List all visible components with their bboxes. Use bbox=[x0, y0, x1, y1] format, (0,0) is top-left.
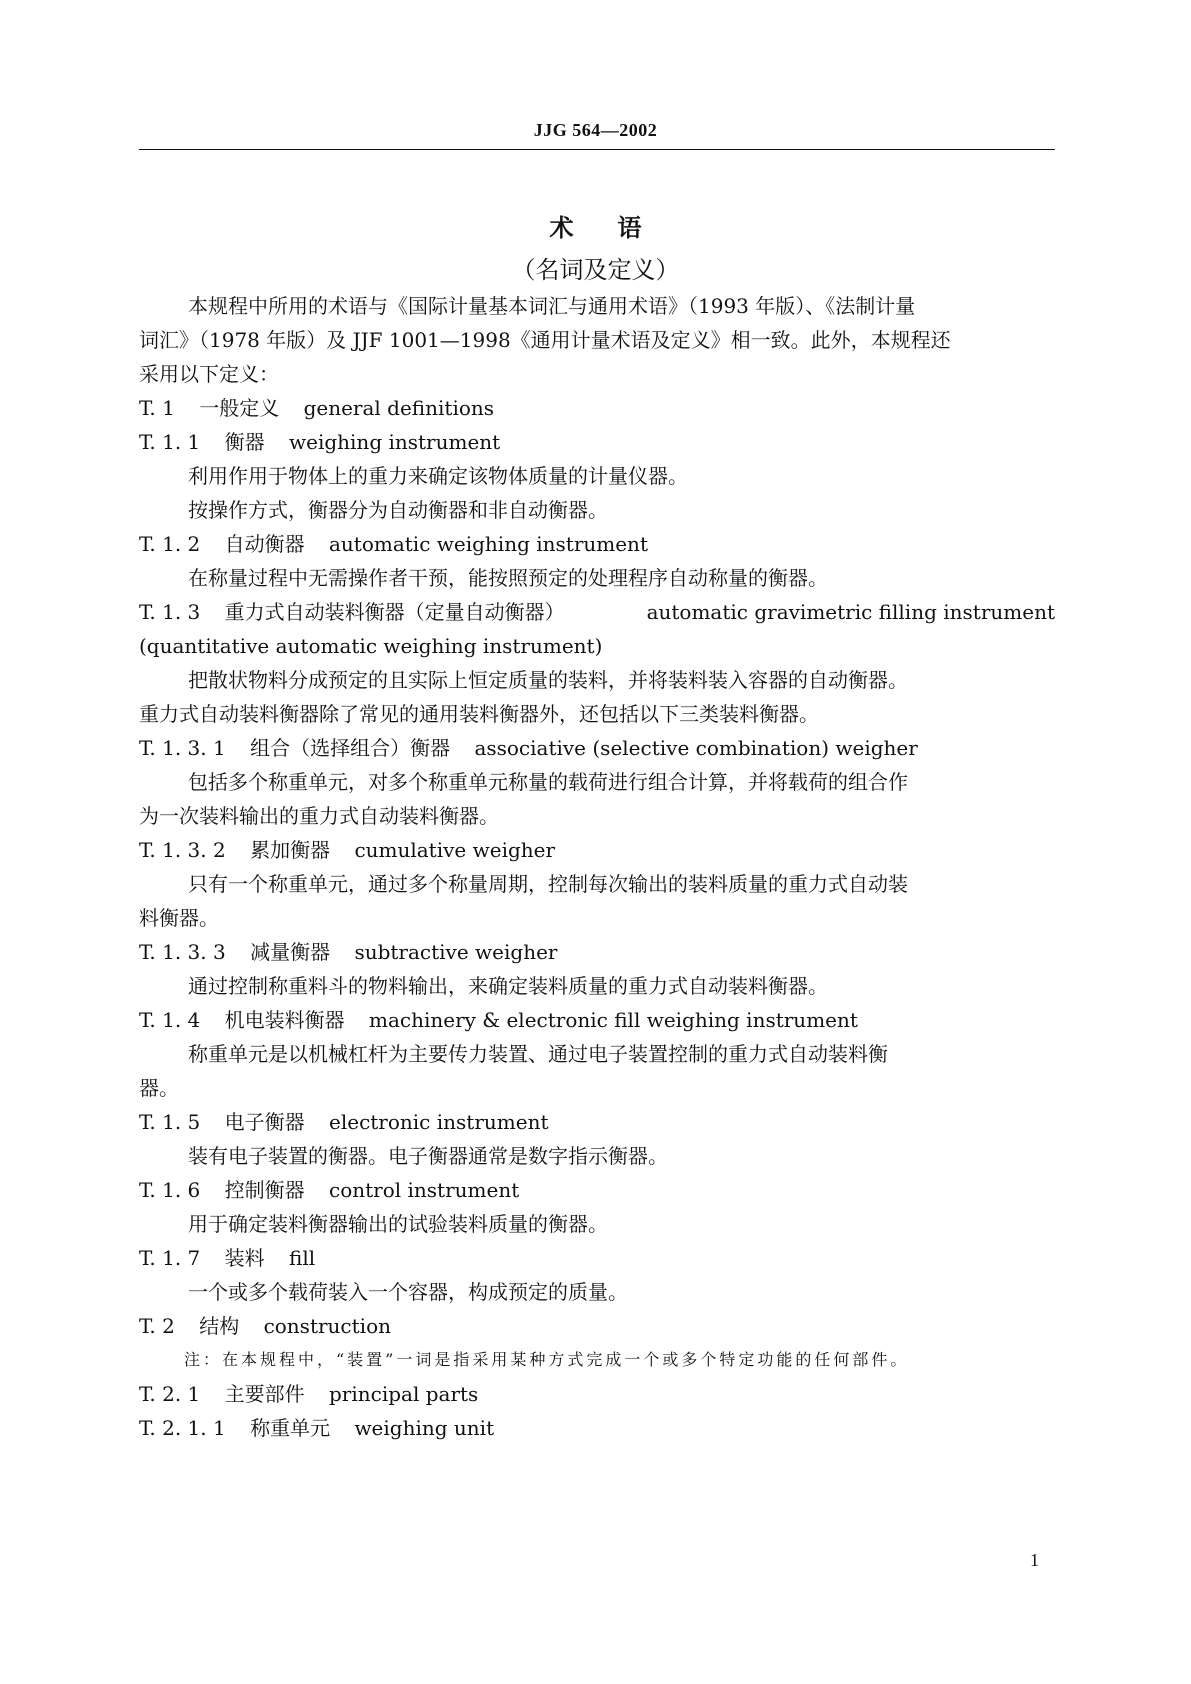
definition-line: 为一次装料输出的重力式自动装料衡器。 bbox=[139, 804, 499, 828]
definition-line: 把散状物料分成预定的且实际上恒定质量的装料，并将装料装入容器的自动衡器。 bbox=[188, 668, 908, 692]
term-number: T. 1. 3 bbox=[139, 600, 201, 624]
term-zh: 主要部件 bbox=[224, 1382, 305, 1406]
definition-line: 包括多个称重单元，对多个称重单元称量的载荷进行组合计算，并将载荷的组合作 bbox=[188, 770, 908, 794]
term-en: subtractive weigher bbox=[354, 940, 558, 964]
term-heading bbox=[139, 1177, 519, 1203]
term-zh: 累加衡器 bbox=[250, 838, 331, 862]
term-number: T. 2. 1 bbox=[139, 1382, 201, 1406]
term-number: T. 1. 3. 2 bbox=[139, 838, 226, 862]
term-zh: 装料 bbox=[224, 1246, 265, 1270]
term-zh: 控制衡器 bbox=[224, 1178, 305, 1202]
definition-line: 器。 bbox=[139, 1076, 179, 1100]
term-en: machinery & electronic fill weighing instrument bbox=[369, 1008, 858, 1032]
term-en: principal parts bbox=[329, 1382, 479, 1406]
term-number: T. 1. 3. 3 bbox=[139, 940, 226, 964]
term-heading-left bbox=[139, 599, 565, 625]
standard-code-header: JJG 564—2002 bbox=[533, 120, 658, 140]
term-number: T. 2 bbox=[139, 1314, 175, 1338]
page-subtitle: （名词及定义） bbox=[511, 256, 680, 284]
term-number: T. 1 bbox=[139, 396, 175, 420]
term-en: electronic instrument bbox=[329, 1110, 549, 1134]
term-en: automatic gravimetric filling instrument bbox=[646, 600, 1055, 624]
intro-line: 本规程中所用的术语与《国际计量基本词汇与通用术语》（1993 年版）、《法制计量 bbox=[188, 294, 916, 318]
term-number: T. 1. 4 bbox=[139, 1008, 201, 1032]
term-zh: 减量衡器 bbox=[250, 940, 331, 964]
term-en: construction bbox=[263, 1314, 391, 1338]
term-en: associative (selective combination) weigher bbox=[474, 736, 918, 760]
term-zh: 组合（选择组合）衡器 bbox=[250, 736, 451, 760]
definition-line: 通过控制称重料斗的物料输出，来确定装料质量的重力式自动装料衡器。 bbox=[188, 974, 828, 998]
term-heading bbox=[139, 1381, 478, 1407]
term-zh: 衡器 bbox=[224, 430, 265, 454]
term-heading bbox=[139, 599, 1055, 625]
term-number: T. 1. 6 bbox=[139, 1178, 201, 1202]
page-number: 1 bbox=[1030, 1550, 1039, 1570]
term-zh: 电子衡器 bbox=[224, 1110, 305, 1134]
term-zh: 机电装料衡器 bbox=[224, 1008, 345, 1032]
definition-line: 一个或多个载荷装入一个容器，构成预定的质量。 bbox=[188, 1280, 628, 1304]
term-heading bbox=[139, 395, 494, 421]
definition-line: 按操作方式，衡器分为自动衡器和非自动衡器。 bbox=[188, 498, 608, 522]
term-number: T. 1. 1 bbox=[139, 430, 201, 454]
term-number: T. 1. 3. 1 bbox=[139, 736, 226, 760]
term-heading bbox=[139, 429, 500, 455]
definition-line: 装有电子装置的衡器。电子衡器通常是数字指示衡器。 bbox=[188, 1144, 668, 1168]
term-heading bbox=[139, 939, 557, 965]
term-en: general definitions bbox=[303, 396, 495, 420]
term-zh: 称重单元 bbox=[250, 1416, 331, 1440]
term-en: fill bbox=[289, 1246, 316, 1270]
term-heading bbox=[139, 1313, 391, 1339]
term-zh: 自动衡器 bbox=[224, 532, 305, 556]
definition-line: 利用作用于物体上的重力来确定该物体质量的计量仪器。 bbox=[188, 464, 688, 488]
term-zh: 结构 bbox=[199, 1314, 240, 1338]
intro-line: 采用以下定义： bbox=[139, 362, 279, 386]
term-en: automatic weighing instrument bbox=[329, 532, 648, 556]
page-title: 术语 bbox=[549, 214, 686, 242]
note-line: 注：在本规程中，“装置”一词是指采用某种方式完成一个或多个特定功能的任何部件。 bbox=[184, 1350, 910, 1369]
term-en: control instrument bbox=[329, 1178, 520, 1202]
term-heading bbox=[139, 531, 648, 557]
intro-line: 词汇》（1978 年版）及 JJF 1001—1998《通用计量术语及定义》相一致。此外，本规程还 bbox=[139, 328, 951, 352]
term-heading bbox=[139, 735, 918, 761]
term-number: T. 1. 5 bbox=[139, 1110, 201, 1134]
term-zh: 一般定义 bbox=[199, 396, 280, 420]
definition-line: 称重单元是以机械杠杆为主要传力装置、通过电子装置控制的重力式自动装料衡 bbox=[188, 1042, 888, 1066]
term-zh: 重力式自动装料衡器（定量自动衡器） bbox=[224, 600, 565, 624]
term-en: cumulative weigher bbox=[354, 838, 556, 862]
header-rule bbox=[139, 149, 1055, 150]
term-en: weighing instrument bbox=[289, 430, 501, 454]
definition-line: 料衡器。 bbox=[139, 906, 219, 930]
term-en-continued: (quantitative automatic weighing instrument) bbox=[139, 634, 603, 658]
term-heading bbox=[139, 1109, 548, 1135]
term-number: T. 1. 7 bbox=[139, 1246, 201, 1270]
term-number: T. 2. 1. 1 bbox=[139, 1416, 226, 1440]
term-heading bbox=[139, 1245, 315, 1271]
term-en: weighing unit bbox=[354, 1416, 495, 1440]
term-heading bbox=[139, 1007, 858, 1033]
definition-line: 用于确定装料衡器输出的试验装料质量的衡器。 bbox=[188, 1212, 608, 1236]
definition-line: 只有一个称重单元，通过多个称量周期，控制每次输出的装料质量的重力式自动装 bbox=[188, 872, 908, 896]
term-number: T. 1. 2 bbox=[139, 532, 201, 556]
definition-line: 在称量过程中无需操作者干预，能按照预定的处理程序自动称量的衡器。 bbox=[188, 566, 828, 590]
definition-line: 重力式自动装料衡器除了常见的通用装料衡器外，还包括以下三类装料衡器。 bbox=[139, 702, 819, 726]
term-heading bbox=[139, 1415, 494, 1441]
term-heading bbox=[139, 837, 555, 863]
